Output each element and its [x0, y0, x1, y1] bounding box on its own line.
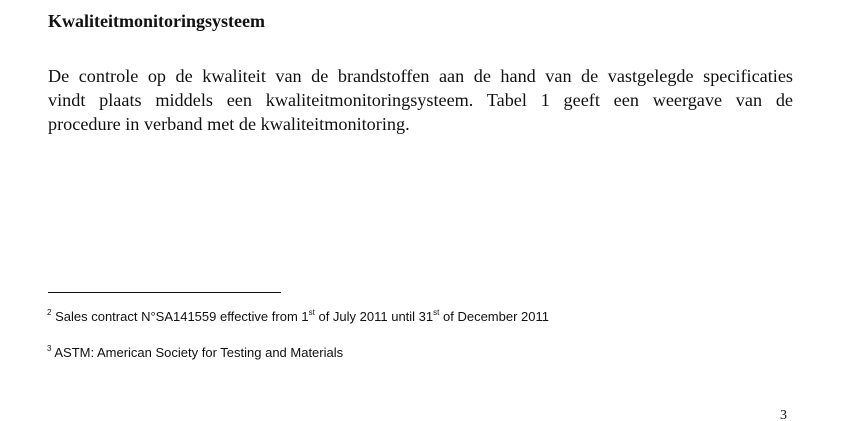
paragraph-line-2: vindt plaats middels een kwaliteitmonitoringsysteem. Tabel 1 geeft een weergave van de: [48, 90, 793, 110]
page-number: 3: [780, 408, 787, 421]
ordinal-suffix: st: [433, 308, 440, 317]
ordinal-suffix: st: [308, 308, 315, 317]
paragraph-line-3: procedure in verband met de kwaliteitmonitoring.: [48, 114, 410, 134]
footnote-text: Sales contract N°SA141559 effective from 1: [55, 309, 309, 324]
footnote-separator: [48, 292, 281, 293]
footnote-text: of July 2011 until 31: [314, 309, 434, 324]
paragraph-line-1: De controle op de kwaliteit van de brandstoffen aan de hand van de vastgelegde specificaties: [48, 66, 793, 86]
footnote-3: [47, 344, 343, 362]
footnote-marker: 2: [47, 308, 52, 317]
footnote-text: ASTM: American Society for Testing and Materials: [54, 345, 344, 360]
footnote-2: [47, 308, 549, 326]
footnote-text: of December 2011: [439, 309, 549, 324]
body-paragraph: [48, 64, 793, 136]
footnote-marker: 3: [47, 344, 52, 353]
section-heading: Kwaliteitmonitoringsysteem: [48, 11, 265, 31]
